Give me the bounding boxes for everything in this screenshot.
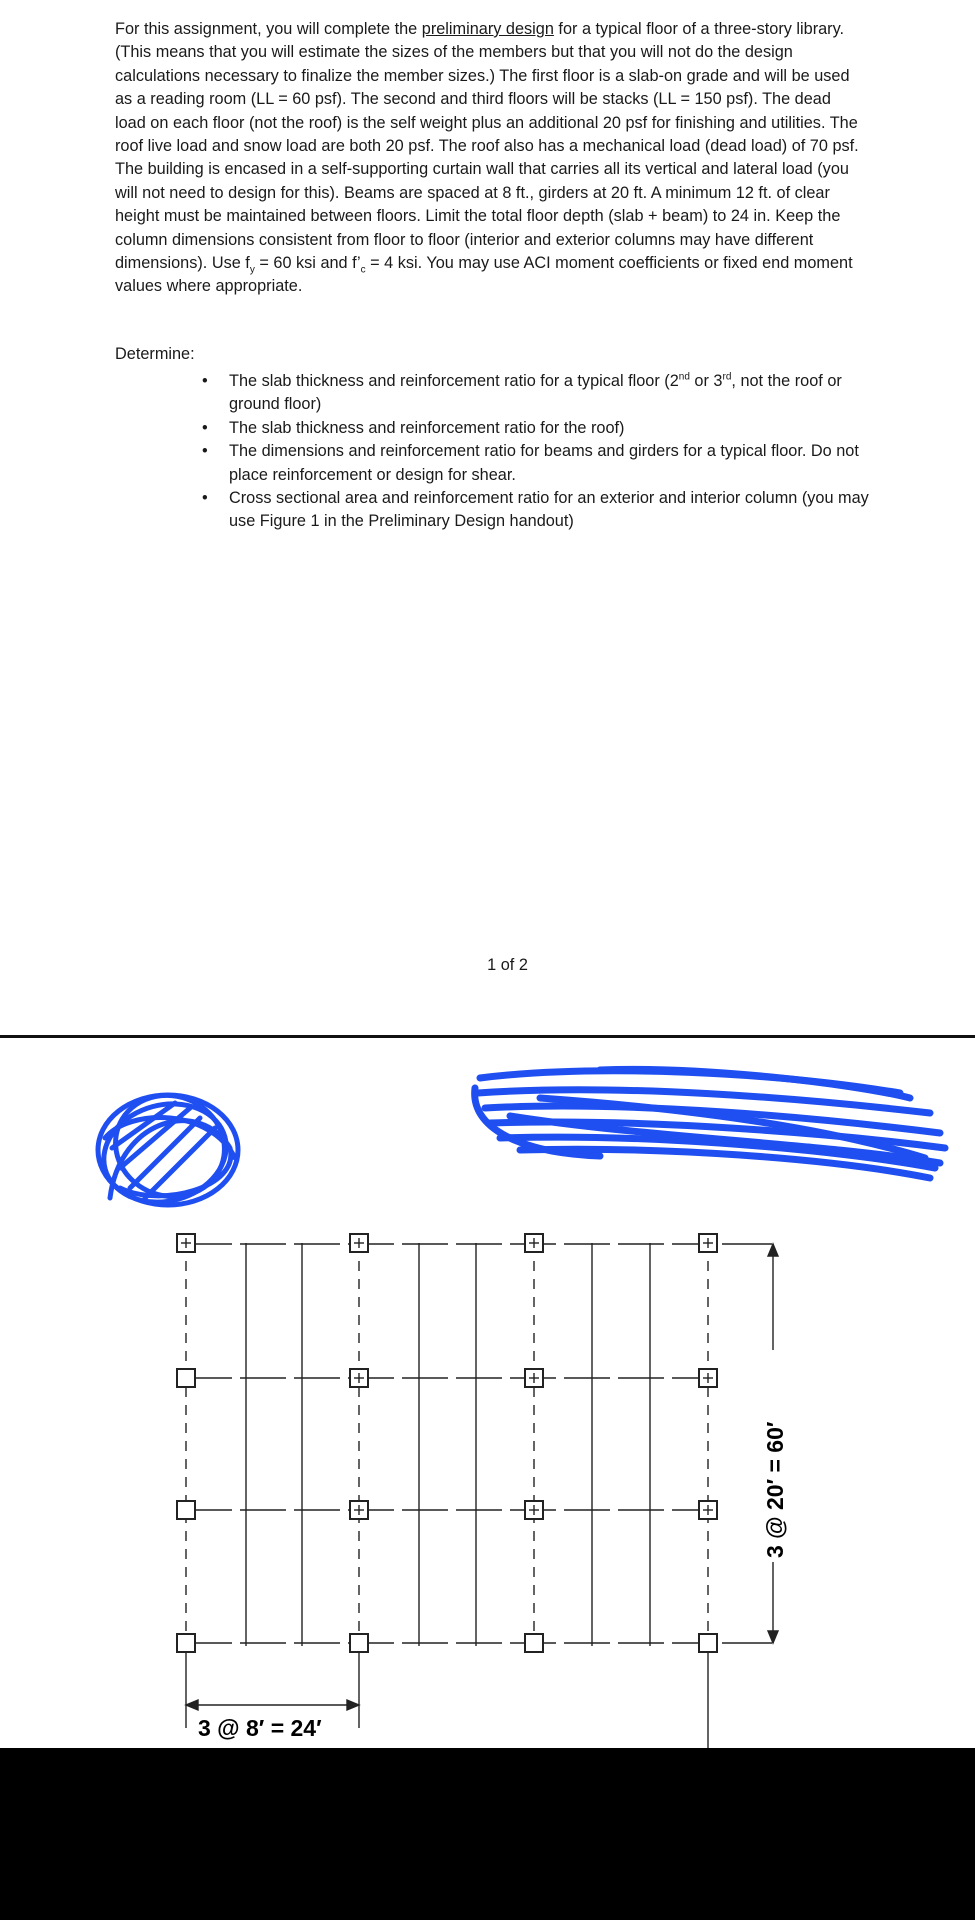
- floor-plan-drawing: [0, 1038, 975, 1748]
- task-text: The slab thickness and reinforcement ratio for the roof): [229, 418, 625, 437]
- assignment-text-end: = 4 ksi. You may use ACI moment coefficients or fixed end moment values where appropriate.: [115, 254, 853, 296]
- assignment-text-fy: = 60 ksi and f’: [254, 254, 361, 273]
- black-bottom-area: [0, 1748, 975, 1920]
- fy-subscript: y: [249, 264, 255, 276]
- bullet-icon: •: [202, 372, 208, 390]
- dimension-bottom-label: 3 @ 8′ = 24′: [198, 1715, 322, 1741]
- bullet-icon: •: [202, 418, 208, 437]
- column-marker: [350, 1634, 368, 1652]
- structural-grid: [186, 1243, 708, 1748]
- page-current: 1: [487, 956, 497, 974]
- dimension-bottom: [186, 1700, 359, 1710]
- page-number: [0, 956, 975, 975]
- determine-heading: Determine:: [115, 345, 195, 363]
- assignment-text: For this assignment, you will complete the: [115, 20, 422, 38]
- superscript-nd: nd: [678, 371, 690, 383]
- task-list: [202, 370, 869, 534]
- task-text: , not the roof or ground floor): [229, 372, 842, 414]
- dimension-right-label: 3 @ 20′ = 60′: [762, 1421, 788, 1558]
- task-item-columns: [202, 487, 869, 534]
- task-item-roof-slab: [202, 417, 869, 440]
- task-item-typical-slab: [202, 370, 869, 417]
- assignment-paragraph: [115, 18, 865, 299]
- redaction-scribble-left: [93, 1080, 239, 1215]
- column-marker: [177, 1634, 195, 1652]
- assignment-text-body: for a typical floor of a three-story library. (This means that you will estimate the sizes of the members but that you will not do the design calculations necessary to finalize the member sizes.) The first floor is a slab-on grade and will be used as a reading room (LL = 60 psf). The second and third floors will be stacks (LL = 150 psf). The dead load on each floor (not the roof) is the self weight plus an additional 20 psf for finishing and utilities. The roof live load and snow load are both 20 psf. The roof also has a mechanical load (dead load) of 70 psf. The building is encased in a self-supporting curtain wall that carries all its vertical and lateral load (you will not need to design for this). Beams are spaced at 8 ft., girders at 20 ft. A minimum 12 ft. of clear height must be maintained between floors. Limit the total floor depth (slab + beam) to 24 in. Keep the column dimensions consistent from floor to floor (interior and exterior columns may have different dimensions). Use f: [115, 20, 859, 273]
- column-marker: [525, 1634, 543, 1652]
- column-marker: [177, 1369, 195, 1387]
- page-total: 2: [518, 956, 528, 974]
- bullet-icon: •: [202, 442, 208, 461]
- page-sep: of: [500, 956, 515, 974]
- column-inner-marks: [181, 1238, 713, 1515]
- task-text: The dimensions and reinforcement ratio for beams and girders for a typical floor. Do not place reinforcement or design for shear.: [229, 442, 859, 484]
- column-marker: [177, 1501, 195, 1519]
- columns: [177, 1234, 717, 1652]
- task-text: Cross sectional area and reinforcement ratio for an exterior and interior column (you may use Figure 1 in the Preliminary Design handout): [229, 489, 869, 531]
- column-marker: [699, 1634, 717, 1652]
- task-item-beams-girders: [202, 440, 869, 487]
- bullet-icon: •: [202, 489, 208, 508]
- superscript-rd: rd: [722, 371, 732, 383]
- fc-subscript: c: [360, 264, 366, 276]
- task-text: The slab thickness and reinforcement ratio for a typical floor (2: [229, 372, 679, 390]
- preliminary-design-text: preliminary design: [421, 20, 554, 38]
- task-text: or 3: [689, 372, 723, 390]
- document-page-2: [0, 1038, 975, 1748]
- redaction-scribble-right: [475, 1069, 945, 1178]
